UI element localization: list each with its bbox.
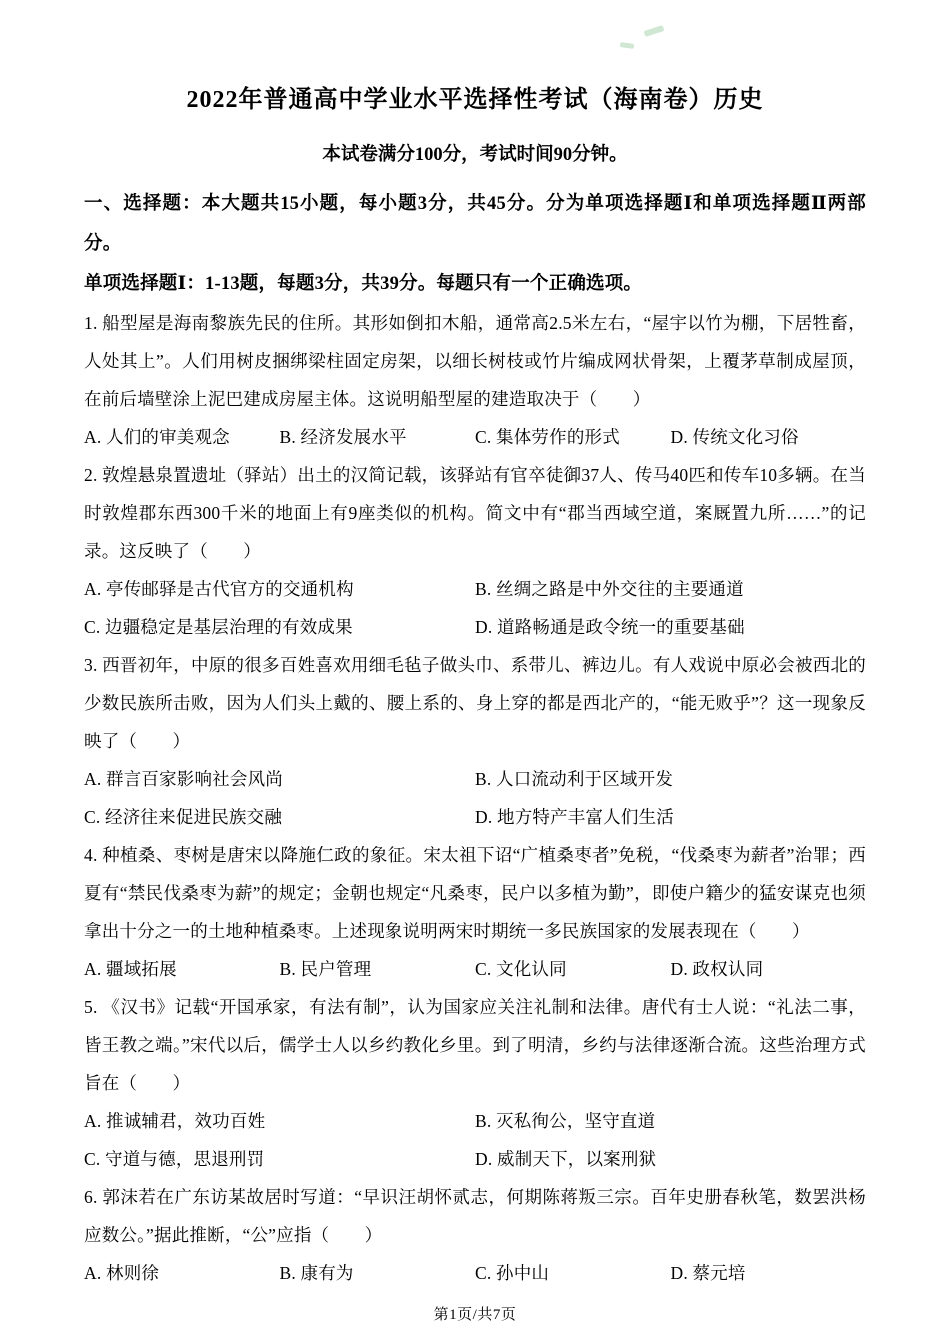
question-5-option-c: C. 守道与德，思退刑罚 (84, 1149, 265, 1169)
section-heading: 一、选择题：本大题共15小题，每小题3分，共45分。分为单项选择题Ⅰ和单项选择题Ⅱ两部分。 (84, 194, 866, 254)
question-4 (84, 836, 866, 988)
question-6-option-c: C. 孙中山 (475, 1263, 550, 1283)
exam-title: 2022年普通高中学业水平选择性考试（海南卷）历史 (186, 87, 764, 113)
question-6-option-a: A. 林则徐 (84, 1263, 160, 1283)
question-3-text: 3. 西晋初年，中原的很多百姓喜欢用细毛毡子做头巾、系带儿、裤边儿。有人戏说中原必会被西北的少数民族所击败，因为人们头上戴的、腰上系的、身上穿的都是西北产的，“能无败乎”？这一现象反映了（ ） (84, 655, 866, 751)
question-5-option-d: D. 威制天下，以案刑狱 (475, 1149, 657, 1169)
question-2-option-b: B. 丝绸之路是中外交往的主要通道 (475, 579, 744, 599)
question-6-option-d: D. 蔡元培 (670, 1263, 746, 1283)
question-4-option-a: A. 疆域拓展 (84, 959, 177, 979)
question-2-options (84, 570, 866, 646)
question-5-text: 5. 《汉书》记载“开国承家，有法有制”，认为国家应关注礼制和法律。唐代有士人说：“礼法二事，皆王教之端。”宋代以后，儒学士人以乡约教化乡里。到了明清，乡约与法律逐渐合流。这些治理方式旨在（ ） (84, 997, 866, 1093)
question-1-text: 1. 船型屋是海南黎族先民的住所。其形如倒扣木船，通常高2.5米左右，“屋宇以竹为棚，下居牲畜，人处其上”。人们用树皮捆绑梁柱固定房架，以细长树枝或竹片编成网状骨架，上覆茅草制成屋顶，在前后墙壁涂上泥巴建成房屋主体。这说明船型屋的建造取决于（ ） (84, 313, 866, 409)
question-1-option-a: A. 人们的审美观念 (84, 427, 230, 447)
question-3-option-b: B. 人口流动利于区域开发 (475, 769, 674, 789)
question-4-options (84, 950, 866, 988)
question-3-options (84, 760, 866, 836)
question-5-option-a: A. 推诚辅君，效功百姓 (84, 1111, 266, 1131)
question-3-option-d: D. 地方特产丰富人们生活 (475, 807, 674, 827)
question-4-option-d: D. 政权认同 (670, 959, 764, 979)
question-3 (84, 646, 866, 836)
question-3-option-a: A. 群言百家影响社会风尚 (84, 769, 283, 789)
scan-artifact (644, 25, 665, 37)
question-2-option-a: A. 亭传邮驿是古代官方的交通机构 (84, 579, 354, 599)
scan-artifact (620, 42, 635, 49)
question-6-option-b: B. 康有为 (279, 1263, 354, 1283)
question-6 (84, 1178, 866, 1292)
question-4-option-c: C. 文化认同 (475, 959, 567, 979)
question-6-options (84, 1254, 866, 1292)
question-2-text: 2. 敦煌悬泉置遗址（驿站）出土的汉简记载，该驿站有官卒徒御37人、传马40匹和传车10多辆。在当时敦煌郡东西300千米的地面上有9座类似的机构。简文中有“郡当西域空道，案厩置九所……”的记录。这反映了（ ） (84, 465, 866, 561)
question-1-option-d: D. 传统文化习俗 (670, 427, 799, 447)
question-2 (84, 456, 866, 646)
question-5 (84, 988, 866, 1178)
exam-subtitle: 本试卷满分100分，考试时间90分钟。 (322, 145, 628, 165)
question-2-option-d: D. 道路畅通是政令统一的重要基础 (475, 617, 745, 637)
question-2-option-c: C. 边疆稳定是基层治理的有效成果 (84, 617, 353, 637)
question-4-text: 4. 种植桑、枣树是唐宋以降施仁政的象征。宋太祖下诏“广植桑枣者”免税，“伐桑枣为薪者”治罪；西夏有“禁民伐桑枣为薪”的规定；金朝也规定“凡桑枣，民户以多植为勤”，即使户籍少的猛安谋克也须拿出十分之一的土地种植桑枣。上述现象说明两宋时期统一多民族国家的发展表现在（ ） (84, 845, 866, 941)
question-4-option-b: B. 民户管理 (279, 959, 372, 979)
question-1-options (84, 418, 866, 456)
question-5-option-b: B. 灭私徇公，坚守直道 (475, 1111, 656, 1131)
page-number: 第1页/共7页 (433, 1307, 517, 1323)
question-5-options (84, 1102, 866, 1178)
question-1-option-c: C. 集体劳作的形式 (475, 427, 620, 447)
question-3-option-c: C. 经济往来促进民族交融 (84, 807, 283, 827)
question-6-text: 6. 郭沫若在广东访某故居时写道：“早识汪胡怀贰志，何期陈蒋叛三宗。百年史册春秋笔，数罢洪杨应数公。”据此推断，“公”应指（ ） (84, 1187, 866, 1245)
subsection-heading: 单项选择题Ⅰ：1-13题，每题3分，共39分。每题只有一个正确选项。 (84, 274, 643, 294)
question-1-option-b: B. 经济发展水平 (279, 427, 407, 447)
question-1 (84, 304, 866, 456)
